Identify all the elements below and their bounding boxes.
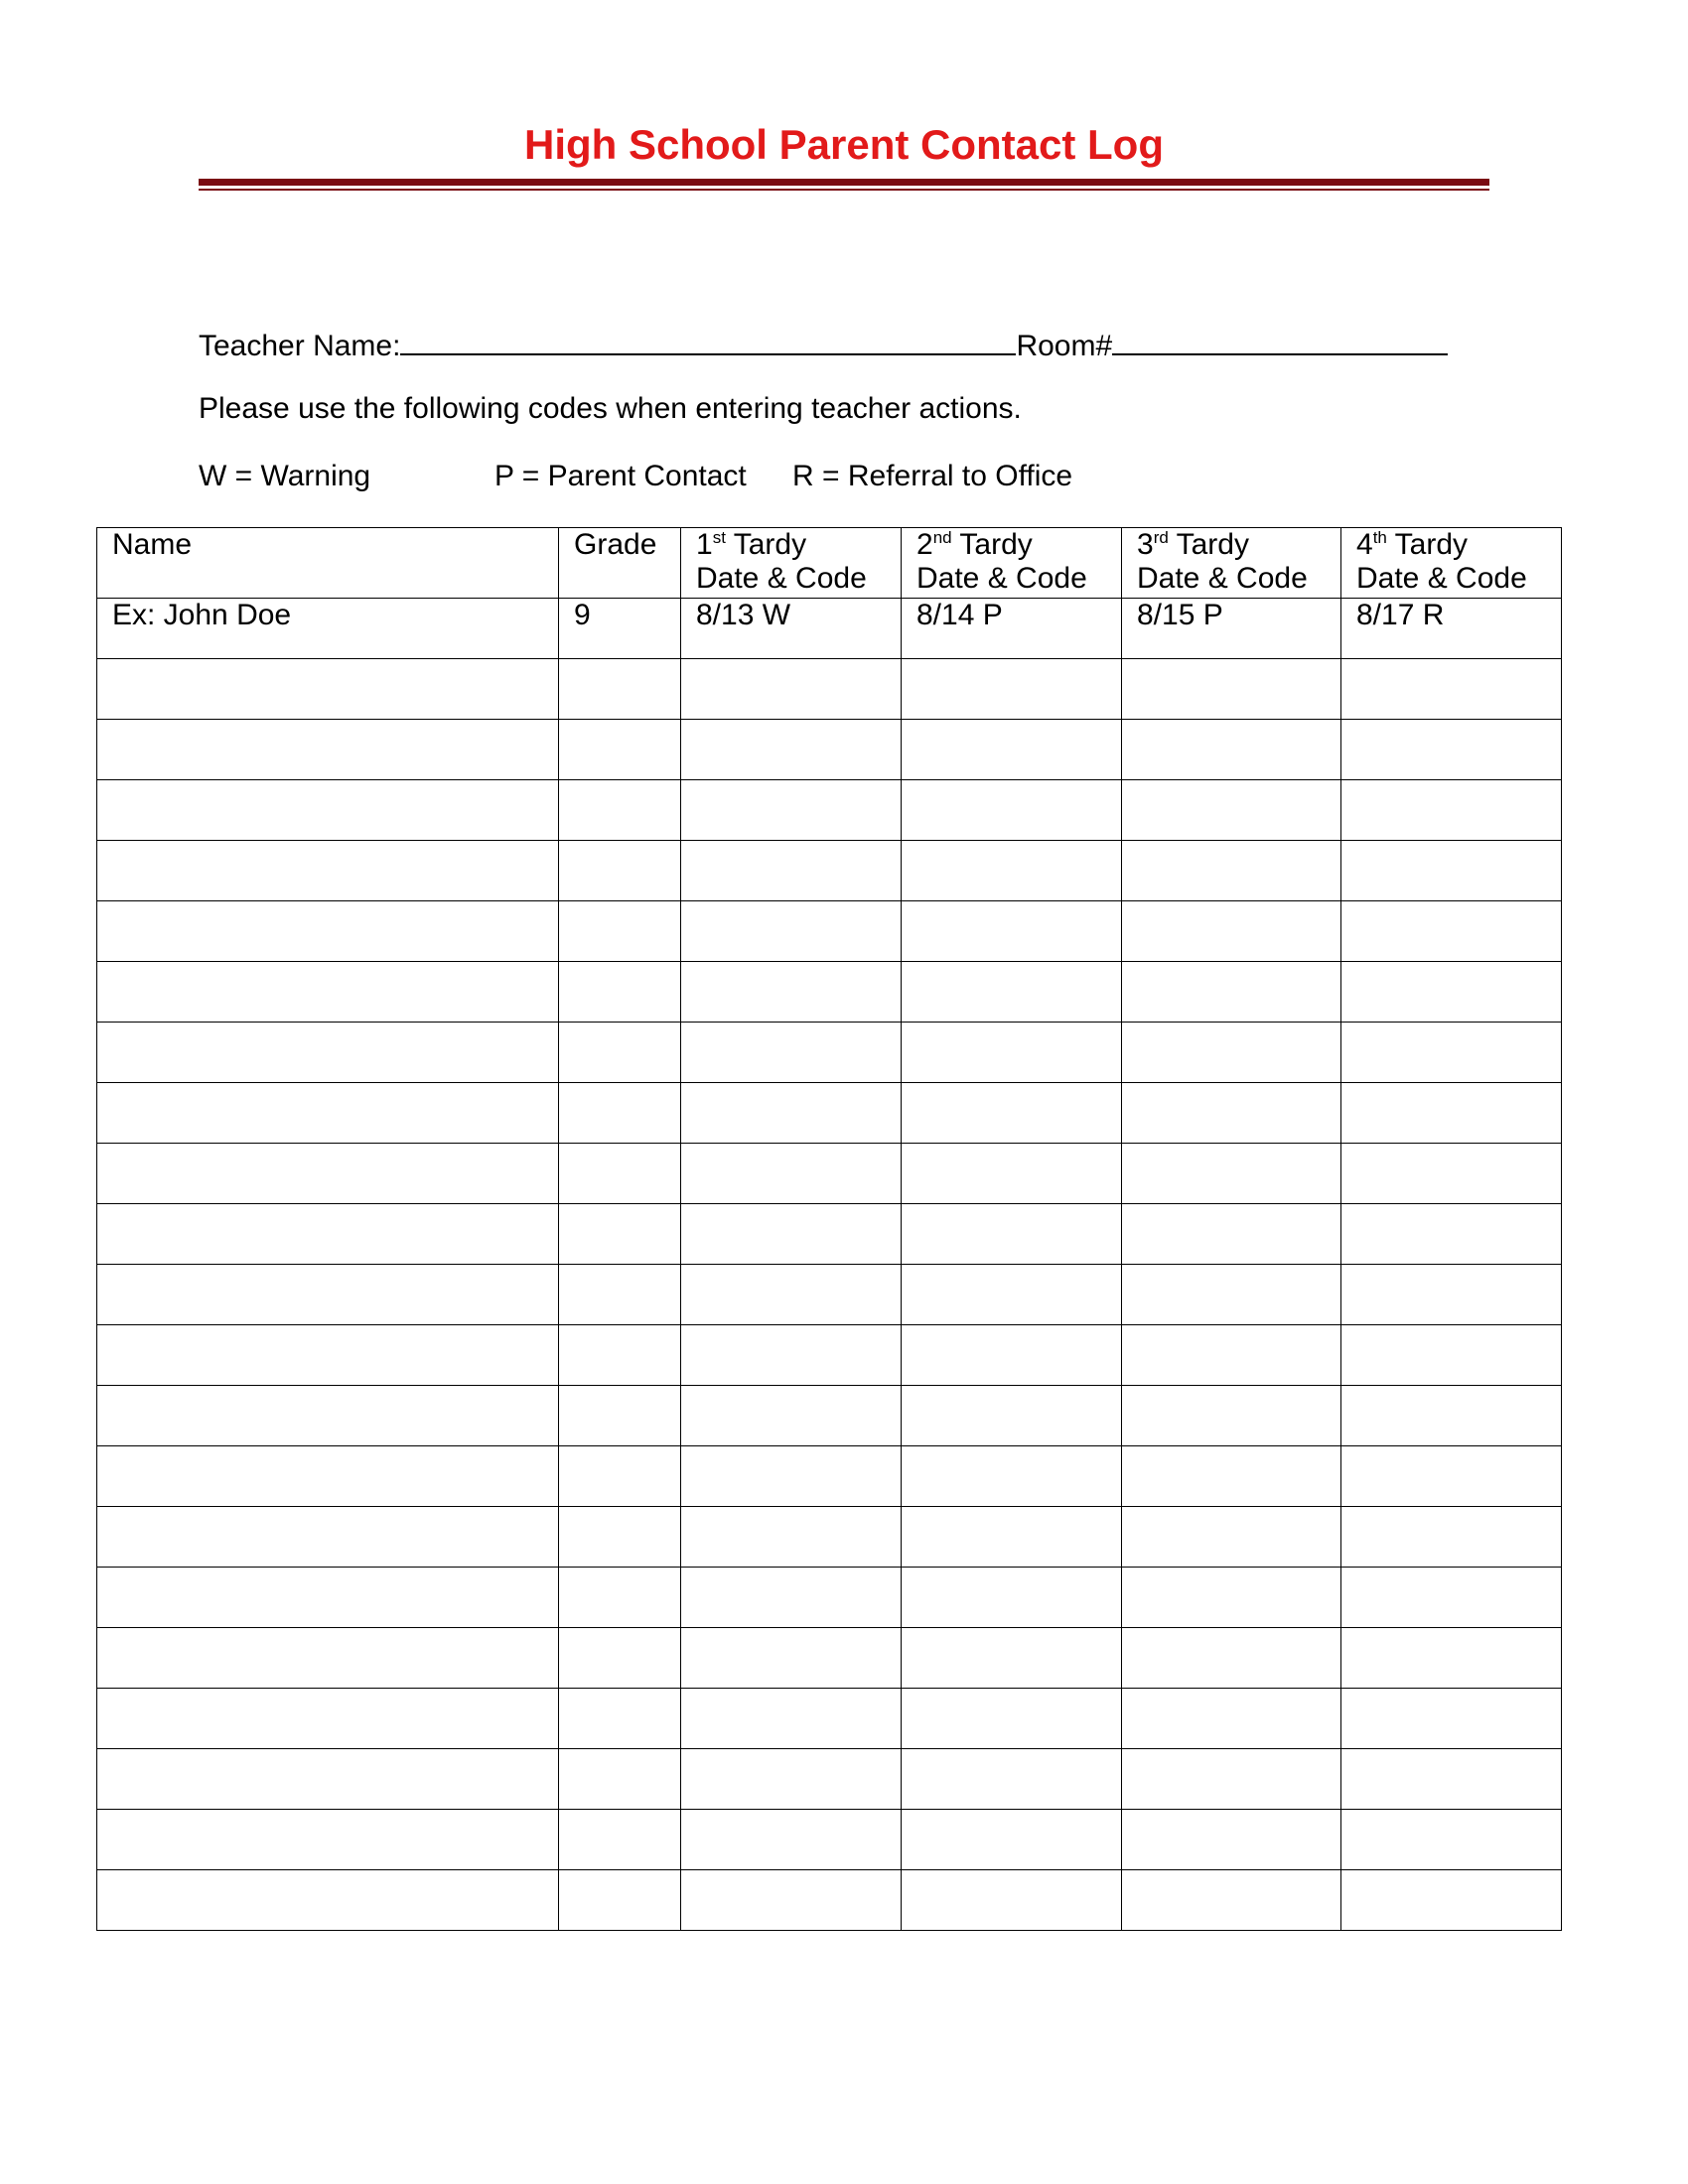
header-name: Name xyxy=(97,528,559,599)
table-row xyxy=(97,1265,1562,1325)
cell-tardy-1[interactable] xyxy=(681,901,902,962)
cell-tardy-3[interactable] xyxy=(1122,1628,1341,1689)
cell-tardy-3[interactable] xyxy=(1122,1446,1341,1507)
cell-tardy-4[interactable] xyxy=(1341,1689,1562,1749)
code-referral: R = Referral to Office xyxy=(792,460,1073,492)
example-tardy-3: 8/15 P xyxy=(1122,599,1341,659)
instructions: Please use the following codes when entering teacher actions. xyxy=(199,392,1022,425)
cell-tardy-3[interactable] xyxy=(1122,901,1341,962)
room-field[interactable] xyxy=(1112,324,1448,355)
cell-tardy-2[interactable] xyxy=(902,1507,1122,1568)
cell-tardy-3[interactable] xyxy=(1122,1810,1341,1870)
cell-grade[interactable] xyxy=(559,1386,681,1446)
cell-name[interactable] xyxy=(97,1325,559,1386)
cell-grade[interactable] xyxy=(559,780,681,841)
cell-grade[interactable] xyxy=(559,1689,681,1749)
example-tardy-2: 8/14 P xyxy=(902,599,1122,659)
cell-tardy-2[interactable] xyxy=(902,1689,1122,1749)
cell-tardy-2[interactable] xyxy=(902,1870,1122,1931)
header-tardy-1: 1st Tardy Date & Code xyxy=(681,528,902,599)
cell-tardy-3[interactable] xyxy=(1122,780,1341,841)
example-tardy-1: 8/13 W xyxy=(681,599,902,659)
cell-tardy-4[interactable] xyxy=(1341,901,1562,962)
cell-tardy-4[interactable] xyxy=(1341,1810,1562,1870)
cell-name[interactable] xyxy=(97,1446,559,1507)
cell-tardy-4[interactable] xyxy=(1341,1628,1562,1689)
title-rule-thick xyxy=(199,179,1489,186)
table-row xyxy=(97,1386,1562,1446)
cell-name[interactable] xyxy=(97,1568,559,1628)
cell-tardy-4[interactable] xyxy=(1341,1568,1562,1628)
example-name: Ex: John Doe xyxy=(97,599,559,659)
cell-name[interactable] xyxy=(97,659,559,720)
cell-tardy-1[interactable] xyxy=(681,1144,902,1204)
table-row xyxy=(97,1446,1562,1507)
cell-tardy-3[interactable] xyxy=(1122,962,1341,1023)
cell-tardy-4[interactable] xyxy=(1341,1507,1562,1568)
cell-tardy-1[interactable] xyxy=(681,1083,902,1144)
cell-name[interactable] xyxy=(97,720,559,780)
cell-tardy-1[interactable] xyxy=(681,659,902,720)
table-row xyxy=(97,720,1562,780)
cell-tardy-1[interactable] xyxy=(681,1749,902,1810)
cell-tardy-1[interactable] xyxy=(681,1386,902,1446)
cell-tardy-1[interactable] xyxy=(681,780,902,841)
cell-tardy-4[interactable] xyxy=(1341,780,1562,841)
cell-tardy-1[interactable] xyxy=(681,841,902,901)
cell-name[interactable] xyxy=(97,1083,559,1144)
cell-tardy-3[interactable] xyxy=(1122,1568,1341,1628)
cell-tardy-1[interactable] xyxy=(681,1507,902,1568)
cell-tardy-3[interactable] xyxy=(1122,1870,1341,1931)
cell-name[interactable] xyxy=(97,1144,559,1204)
cell-grade[interactable] xyxy=(559,1023,681,1083)
header-grade: Grade xyxy=(559,528,681,599)
page-title: High School Parent Contact Log xyxy=(523,121,1164,168)
table-row xyxy=(97,659,1562,720)
table-row xyxy=(97,1810,1562,1870)
teacher-room-line xyxy=(199,324,1448,364)
header-tardy-4: 4th Tardy Date & Code xyxy=(1341,528,1562,599)
cell-grade[interactable] xyxy=(559,1265,681,1325)
cell-tardy-3[interactable] xyxy=(1122,1749,1341,1810)
cell-tardy-4[interactable] xyxy=(1341,841,1562,901)
cell-tardy-2[interactable] xyxy=(902,1810,1122,1870)
cell-name[interactable] xyxy=(97,1810,559,1870)
cell-name[interactable] xyxy=(97,962,559,1023)
cell-tardy-1[interactable] xyxy=(681,1628,902,1689)
cell-grade[interactable] xyxy=(559,1446,681,1507)
table-row xyxy=(97,1749,1562,1810)
title-rule-thin xyxy=(199,189,1489,191)
cell-tardy-3[interactable] xyxy=(1122,1386,1341,1446)
cell-grade[interactable] xyxy=(559,1144,681,1204)
cell-grade[interactable] xyxy=(559,1083,681,1144)
table-row xyxy=(97,1689,1562,1749)
cell-grade[interactable] xyxy=(559,1870,681,1931)
example-tardy-4: 8/17 R xyxy=(1341,599,1562,659)
header-tardy-2: 2nd Tardy Date & Code xyxy=(902,528,1122,599)
contact-log-table xyxy=(96,527,1562,1931)
cell-tardy-2[interactable] xyxy=(902,1749,1122,1810)
cell-tardy-4[interactable] xyxy=(1341,1083,1562,1144)
cell-grade[interactable] xyxy=(559,659,681,720)
cell-tardy-4[interactable] xyxy=(1341,1023,1562,1083)
cell-tardy-3[interactable] xyxy=(1122,1689,1341,1749)
cell-tardy-2[interactable] xyxy=(902,780,1122,841)
code-warning: W = Warning xyxy=(199,460,371,492)
table-row xyxy=(97,1325,1562,1386)
header-tardy-3: 3rd Tardy Date & Code xyxy=(1122,528,1341,599)
cell-name[interactable] xyxy=(97,841,559,901)
cell-tardy-3[interactable] xyxy=(1122,659,1341,720)
cell-grade[interactable] xyxy=(559,901,681,962)
cell-grade[interactable] xyxy=(559,962,681,1023)
cell-tardy-4[interactable] xyxy=(1341,1870,1562,1931)
cell-tardy-2[interactable] xyxy=(902,1628,1122,1689)
table-row xyxy=(97,780,1562,841)
cell-tardy-2[interactable] xyxy=(902,1386,1122,1446)
cell-grade[interactable] xyxy=(559,1507,681,1568)
cell-tardy-1[interactable] xyxy=(681,720,902,780)
cell-tardy-2[interactable] xyxy=(902,1446,1122,1507)
header-row xyxy=(97,528,1562,599)
table-row xyxy=(97,1023,1562,1083)
cell-tardy-3[interactable] xyxy=(1122,841,1341,901)
cell-tardy-2[interactable] xyxy=(902,1023,1122,1083)
table-row xyxy=(97,1628,1562,1689)
cell-tardy-1[interactable] xyxy=(681,1810,902,1870)
cell-tardy-3[interactable] xyxy=(1122,1023,1341,1083)
cell-tardy-3[interactable] xyxy=(1122,1144,1341,1204)
cell-name[interactable] xyxy=(97,1628,559,1689)
table-row xyxy=(97,841,1562,901)
cell-tardy-4[interactable] xyxy=(1341,1265,1562,1325)
cell-tardy-4[interactable] xyxy=(1341,720,1562,780)
cell-name[interactable] xyxy=(97,1507,559,1568)
cell-name[interactable] xyxy=(97,1689,559,1749)
cell-tardy-2[interactable] xyxy=(902,1204,1122,1265)
cell-tardy-2[interactable] xyxy=(902,1325,1122,1386)
cell-grade[interactable] xyxy=(559,1749,681,1810)
cell-tardy-1[interactable] xyxy=(681,1325,902,1386)
cell-grade[interactable] xyxy=(559,1568,681,1628)
table-row xyxy=(97,1870,1562,1931)
cell-tardy-4[interactable] xyxy=(1341,1325,1562,1386)
cell-name[interactable] xyxy=(97,780,559,841)
cell-tardy-4[interactable] xyxy=(1341,659,1562,720)
cell-grade[interactable] xyxy=(559,1325,681,1386)
cell-tardy-3[interactable] xyxy=(1122,1507,1341,1568)
cell-grade[interactable] xyxy=(559,1204,681,1265)
cell-grade[interactable] xyxy=(559,1810,681,1870)
cell-tardy-4[interactable] xyxy=(1341,1386,1562,1446)
cell-name[interactable] xyxy=(97,1204,559,1265)
cell-tardy-2[interactable] xyxy=(902,841,1122,901)
cell-tardy-1[interactable] xyxy=(681,1204,902,1265)
cell-tardy-3[interactable] xyxy=(1122,1325,1341,1386)
cell-tardy-1[interactable] xyxy=(681,1689,902,1749)
cell-grade[interactable] xyxy=(559,1628,681,1689)
cell-tardy-2[interactable] xyxy=(902,962,1122,1023)
cell-tardy-1[interactable] xyxy=(681,1870,902,1931)
cell-tardy-3[interactable] xyxy=(1122,1265,1341,1325)
cell-tardy-4[interactable] xyxy=(1341,1204,1562,1265)
table-row xyxy=(97,1083,1562,1144)
table-row xyxy=(97,901,1562,962)
cell-tardy-2[interactable] xyxy=(902,1083,1122,1144)
cell-name[interactable] xyxy=(97,1870,559,1931)
table-row xyxy=(97,962,1562,1023)
cell-tardy-2[interactable] xyxy=(902,659,1122,720)
teacher-name-label: Teacher Name: xyxy=(199,330,401,362)
example-row xyxy=(97,599,1562,659)
table-row xyxy=(97,1507,1562,1568)
cell-name[interactable] xyxy=(97,1749,559,1810)
table-row xyxy=(97,1568,1562,1628)
cell-tardy-2[interactable] xyxy=(902,1568,1122,1628)
cell-tardy-2[interactable] xyxy=(902,901,1122,962)
cell-tardy-3[interactable] xyxy=(1122,1204,1341,1265)
cell-tardy-3[interactable] xyxy=(1122,720,1341,780)
cell-tardy-1[interactable] xyxy=(681,1023,902,1083)
cell-tardy-2[interactable] xyxy=(902,1144,1122,1204)
code-parent-contact: P = Parent Contact xyxy=(494,460,747,492)
cell-tardy-4[interactable] xyxy=(1341,962,1562,1023)
table-row xyxy=(97,1144,1562,1204)
cell-tardy-1[interactable] xyxy=(681,962,902,1023)
cell-name[interactable] xyxy=(97,1023,559,1083)
cell-name[interactable] xyxy=(97,1386,559,1446)
room-label: Room# xyxy=(1016,330,1113,362)
cell-tardy-4[interactable] xyxy=(1341,1144,1562,1204)
cell-tardy-1[interactable] xyxy=(681,1568,902,1628)
cell-tardy-1[interactable] xyxy=(681,1265,902,1325)
table-row xyxy=(97,1204,1562,1265)
teacher-name-field[interactable] xyxy=(400,324,1016,355)
cell-grade[interactable] xyxy=(559,720,681,780)
cell-tardy-2[interactable] xyxy=(902,720,1122,780)
example-grade: 9 xyxy=(559,599,681,659)
cell-tardy-3[interactable] xyxy=(1122,1083,1341,1144)
cell-tardy-4[interactable] xyxy=(1341,1749,1562,1810)
cell-tardy-2[interactable] xyxy=(902,1265,1122,1325)
cell-tardy-4[interactable] xyxy=(1341,1446,1562,1507)
cell-tardy-1[interactable] xyxy=(681,1446,902,1507)
cell-grade[interactable] xyxy=(559,841,681,901)
cell-name[interactable] xyxy=(97,901,559,962)
cell-name[interactable] xyxy=(97,1265,559,1325)
